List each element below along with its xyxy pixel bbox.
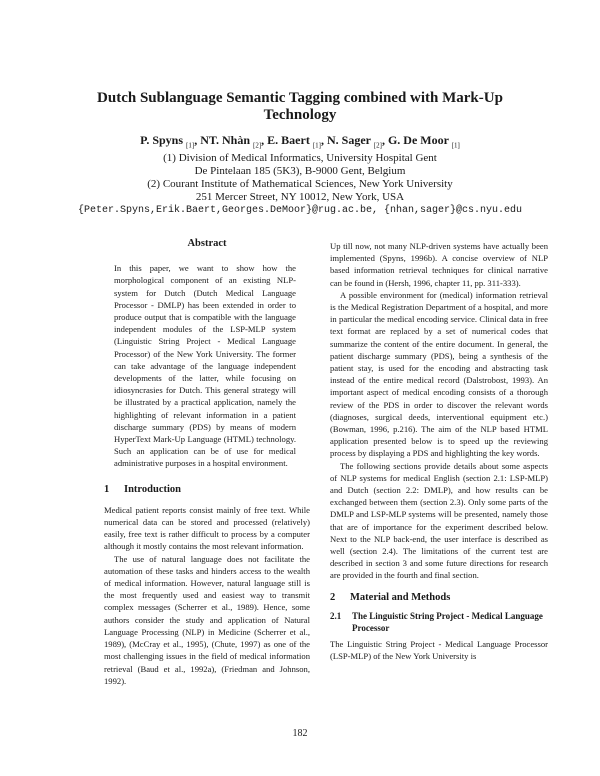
abstract <box>104 238 310 470</box>
paper-title: Dutch Sublanguage Semantic Tagging combined with Mark-Up Technology <box>97 90 503 123</box>
right-paragraph-1: Up till now, not many NLP-driven systems have actually been implemented (Spyns, 1996b). A concise overview of NLP based information retrieval techniques for clinical narrative can be found in (Hersh, 1996, chapter 11, pp. 311-333). <box>330 241 548 288</box>
author: E. Baert $_{[1]}$ <box>267 133 321 150</box>
author-names: P. Spyns $_{[1]}$, NT. Nhàn $_{[2]}$, E. Baert $_{[1]}$, N. Sager $_{[2]}$, G. De Moor $_{[1]}$ <box>140 133 460 150</box>
page-number: 182 <box>292 728 308 739</box>
intro-paragraph-2: The use of natural language does not facilitate the automation of these tasks and hinders access to the wealth of medical information. However, natural language still is the most frequently used and easiest way to transmit complex messages (Scherrer et al., 1989). Hence, some authors consider the study and application of Natural Language Processing (NLP) in Medicine (Scherrer et al., 1989), (McCray et al., 1995), (Chute, 1997) as one of the most challenging issues in the field of medical information retrieval (Baud et al., 1992a), (Friedman and Johnson, 1992). <box>104 553 310 686</box>
affiliation-1-line1: (1) Division of Medical Informatics, University Hospital Gent <box>163 152 437 165</box>
right-paragraph-2: A possible environment for (medical) information retrieval is the Medical Registration Department of a hospital, and more in particular the medical encoding service. Clinical data in free text format are replaced by a set of numerical codes that summarize the content of the entire document. In general, the patient discharge summary (PDS), being a synthesis of the patient stay, is used for the encoding and abstracting task instead of the entire medical record (Dalstrobost, 1993). An important aspect of medical encoding consists of a thorough review of the PDS in order to discover the relevant words (diagnoses, surgical deeds, interventional equipment etc.) (Bowman, 1996, p.216). The aim of the NLP based HTML application presented below is to speed up the reviewing process by displaying a PDS and highlighting the key words. <box>330 289 548 459</box>
affiliation-1-line2: De Pintelaan 185 (5K3), B-9000 Gent, Belgium <box>194 165 406 178</box>
subsection-2-1-heading: 2.1 The Linguistic String Project - Medical Language Processor <box>330 610 543 633</box>
author: NT. Nhàn $_{[2]}$ <box>200 133 262 150</box>
author: G. De Moor $_{[1]}$ <box>387 133 460 150</box>
author: P. Spyns $_{[1]}$ <box>140 133 195 150</box>
intro-paragraph-1: Medical patient reports consist mainly of free text. While numerical data can be stored and processed (relatively) easily, free text is rather difficult to process by a computer although it mostly contains the most relevant information. <box>104 504 310 552</box>
affiliation-2-line2: 251 Mercer Street, NY 10012, New York, USA <box>195 191 405 204</box>
abstract-heading: Abstract <box>187 238 227 249</box>
author: N. Sager $_{[2]}$ <box>327 133 382 150</box>
abstract-text: In this paper, we want to show how the morphological component of an existing NLP-system for Dutch (Dutch Medical Language Processor - DMLP) has been extended in order to produce output that is compatible with the language independent modules of the LSP-MLP system (Linguistic String Project - Medical Language Processor) of the New York University. The former can take advantage of the language independent developments of the latter, while focusing on idiosyncrasies for Dutch. This general strategy will be illustrated by a practical application, namely the highlighting of relevant information in a patient discharge summary (PDS) by means of modern HyperText Mark-Up Language (HTML) technology. Such an application can be of use for medical administrative purposes in a hospital environment. <box>114 263 296 469</box>
right-paragraph-3: The following sections provide details about some aspects of NLP systems for medical English (section 2.1: LSP-MLP) and Dutch (section 2.2: DMLP), and how results can be exchanged between them (section 2.3). Only some parts of the DMLP and LSP-MLP systems will be presented, namely those that are of importance for the experiment described below. Next to the NLP back-end, the user interface is described as well (section 2.4). The limitations of the current test are described in section 3 and some future directions for research are provided in the fourth and final section. <box>330 460 548 581</box>
affiliation-2-line1: (2) Courant Institute of Mathematical Sciences, New York University <box>147 178 453 191</box>
section-1-heading: 1 Introduction <box>104 483 181 495</box>
right-column <box>330 240 548 662</box>
author-emails: {Peter.Spyns,Erik.Baert,Georges.DeMoor}@rug.ac.be, {nhan,sager}@cs.nyu.edu <box>77 205 523 217</box>
left-column <box>104 236 310 687</box>
section-2-heading: 2 Material and Methods <box>330 591 451 603</box>
author-block <box>40 134 560 217</box>
subsection-2-1-text: The Linguistic String Project - Medical Language Processor (LSP-MLP) of the New York University is <box>330 638 548 662</box>
